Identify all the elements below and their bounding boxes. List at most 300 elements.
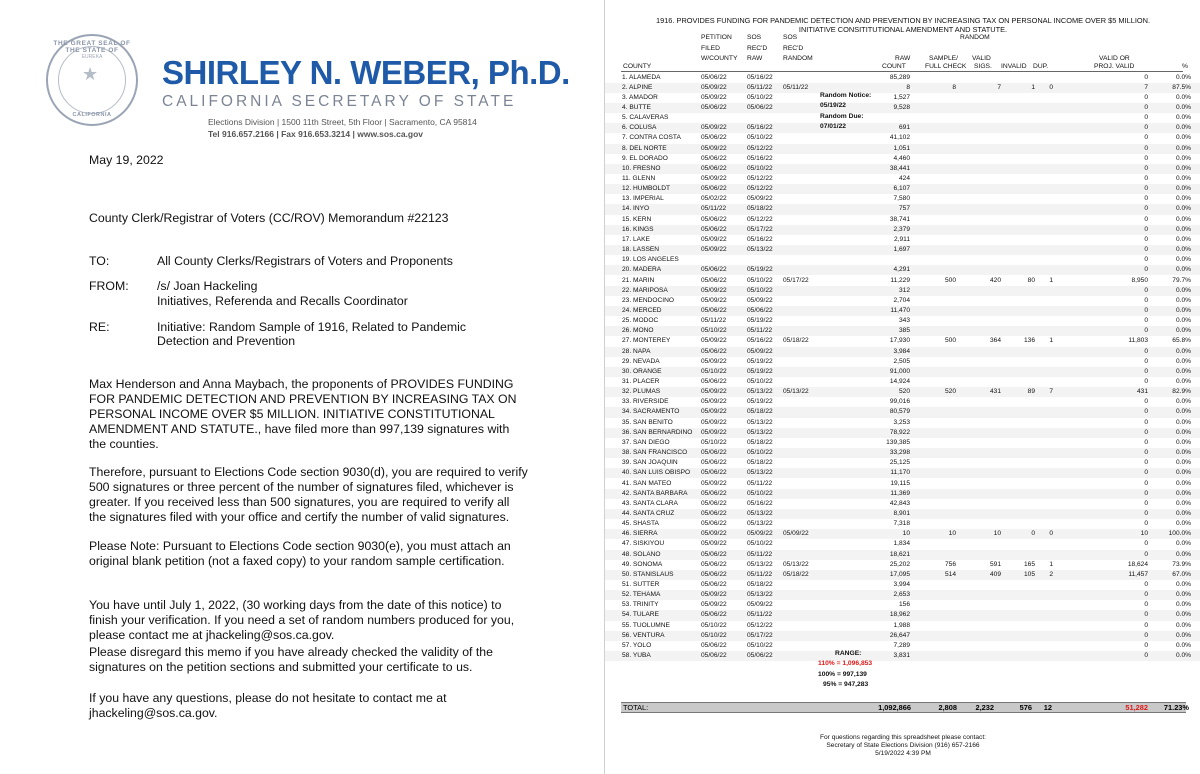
projected-valid-cell: 0 — [1144, 93, 1148, 101]
table-row — [605, 651, 1200, 661]
percent-cell: 0.0% — [1175, 469, 1191, 477]
raw-count-cell: 91,000 — [889, 367, 910, 375]
raw-count-cell: 38,741 — [889, 215, 910, 223]
sos-received-raw-cell: 05/12/22 — [747, 185, 773, 193]
table-row — [605, 428, 1200, 438]
county-cell: 14. INYO — [622, 205, 650, 213]
header-dup: DUP. — [1033, 63, 1049, 70]
header-county: COUNTY — [623, 63, 652, 70]
projected-valid-cell: 0 — [1144, 306, 1148, 314]
projected-valid-cell: 0 — [1144, 175, 1148, 182]
county-cell: 15. KERN — [622, 215, 652, 223]
duplicate-cell: 0 — [1049, 530, 1053, 538]
raw-count-cell: 17,930 — [889, 337, 910, 345]
projected-valid-cell: 0 — [1144, 520, 1148, 528]
sos-received-raw-cell: 05/06/22 — [747, 306, 773, 314]
county-cell: 6. COLUSA — [622, 124, 657, 132]
percent-cell: 82.9% — [1172, 388, 1191, 396]
county-cell: 48. SOLANO — [622, 550, 661, 558]
sos-received-raw-cell: 05/10/22 — [747, 286, 773, 294]
memo-page — [0, 0, 598, 774]
petition-filed-cell: 05/10/22 — [701, 631, 727, 639]
table-row — [605, 367, 1200, 377]
percent-cell: 0.0% — [1175, 581, 1191, 588]
county-cell: 36. SAN BERNARDINO — [622, 428, 693, 436]
petition-filed-cell: 05/11/22 — [701, 205, 727, 213]
county-cell: 51. SUTTER — [622, 581, 660, 588]
projected-valid-cell: 0 — [1144, 509, 1148, 517]
table-row — [605, 397, 1200, 407]
percent-cell: 0.0% — [1175, 621, 1191, 629]
table-row — [605, 438, 1200, 448]
percent-cell: 0.0% — [1175, 114, 1191, 122]
petition-filed-cell: 05/09/22 — [701, 479, 727, 487]
projected-valid-cell: 18,624 — [1127, 560, 1148, 568]
county-cell: 8. DEL NORTE — [622, 144, 667, 152]
projected-valid-cell: 0 — [1144, 154, 1148, 162]
percent-cell: 0.0% — [1175, 154, 1191, 162]
petition-filed-cell: 05/06/22 — [701, 164, 727, 172]
percent-cell: 0.0% — [1175, 266, 1191, 274]
full-check-cell: 514 — [944, 570, 956, 578]
petition-filed-cell: 05/09/22 — [701, 124, 727, 132]
county-cell: 12. HUMBOLDT — [622, 185, 670, 193]
table-row — [605, 144, 1200, 154]
percent-cell: 0.0% — [1175, 540, 1191, 548]
california-seal-logo — [46, 34, 138, 126]
percent-cell: 0.0% — [1175, 398, 1191, 406]
raw-count-cell: 11,470 — [890, 306, 910, 314]
county-cell: 33. RIVERSIDE — [622, 398, 669, 406]
raw-count-cell: 80,579 — [889, 408, 910, 416]
county-cell: 41. SAN MATEO — [622, 479, 672, 487]
projected-valid-cell: 0 — [1144, 611, 1148, 619]
percent-cell: 0.0% — [1175, 246, 1191, 254]
petition-filed-cell: 05/09/22 — [701, 418, 727, 426]
raw-count-cell: 11,369 — [890, 489, 910, 497]
sos-received-raw-cell: 05/13/22 — [747, 509, 773, 517]
percent-cell: 0.0% — [1175, 601, 1191, 609]
county-cell: 3. AMADOR — [622, 93, 658, 101]
contact-line: Tel 916.657.2166 | Fax 916.653.3214 | www.sos.ca.gov — [208, 129, 424, 139]
table-row — [605, 184, 1200, 194]
sos-received-random-cell: 05/13/22 — [783, 560, 809, 568]
duplicate-cell: 0 — [1049, 83, 1053, 91]
projected-valid-cell: 0 — [1144, 418, 1148, 426]
sos-received-raw-cell: 05/12/22 — [747, 144, 773, 152]
sos-received-raw-cell: 05/11/22 — [747, 550, 773, 558]
percent-cell: 0.0% — [1175, 164, 1191, 172]
raw-count-cell: 18,962 — [889, 611, 910, 619]
raw-count-cell: 11,229 — [890, 276, 910, 284]
paragraph-requirements: Therefore, pursuant to Elections Code section 9030(d), you are required to verify 500 signatures or three percent of the number of signatures filed, whichever is greater. If you received less than 500 signatures, you are required to verify all the signatures filed with your office and certify the number of valid signatures. — [89, 465, 528, 524]
petition-filed-cell: 05/09/22 — [701, 591, 727, 599]
petition-filed-cell: 05/06/22 — [701, 560, 727, 568]
raw-count-cell: 7,318 — [893, 520, 910, 528]
county-cell: 56. VENTURA — [622, 631, 665, 639]
county-cell: 34. SACRAMENTO — [622, 408, 680, 416]
sos-received-raw-cell: 05/13/22 — [747, 418, 773, 426]
sos-received-raw-cell: 05/10/22 — [747, 378, 773, 385]
county-cell: 37. SAN DIEGO — [622, 438, 670, 446]
raw-count-cell: 85,289 — [889, 73, 910, 81]
totals-row — [621, 702, 1189, 713]
sos-received-raw-cell: 05/12/22 — [747, 621, 773, 629]
county-cell: 40. SAN LUIS OBISPO — [622, 469, 691, 477]
raw-count-cell: 18,621 — [889, 550, 910, 558]
projected-valid-cell: 0 — [1144, 225, 1148, 233]
header-proj-valid: PROJ. VALID — [1094, 63, 1135, 70]
raw-count-cell: 1,988 — [893, 621, 910, 629]
projected-valid-cell: 0 — [1144, 205, 1148, 213]
petition-filed-cell: 05/10/22 — [701, 367, 727, 375]
sos-received-raw-cell: 05/09/22 — [747, 195, 773, 203]
county-cell: 2. ALPINE — [622, 83, 653, 91]
projected-valid-cell: 0 — [1144, 367, 1148, 375]
header-random-group: RANDOM — [960, 34, 990, 41]
table-row — [605, 550, 1200, 560]
footer-timestamp: 5/19/2022 4:39 PM — [875, 750, 931, 757]
petition-filed-cell: 05/09/22 — [701, 601, 727, 609]
petition-filed-cell: 05/10/22 — [701, 438, 727, 446]
projected-valid-cell: 0 — [1144, 246, 1148, 254]
petition-filed-cell: 05/11/22 — [701, 317, 727, 325]
percent-cell: 0.0% — [1175, 357, 1191, 365]
county-cell: 18. LASSEN — [622, 246, 660, 254]
totals-proj-valid: 51,282 — [1125, 703, 1148, 712]
sos-received-raw-cell: 05/18/22 — [747, 459, 773, 467]
table-row — [605, 560, 1200, 570]
header-valid-or: VALID OR — [1099, 54, 1130, 62]
projected-valid-cell: 0 — [1144, 235, 1148, 243]
from-label: FROM: — [89, 279, 129, 293]
county-cell: 58. YUBA — [622, 652, 651, 660]
petition-filed-cell: 05/09/22 — [701, 388, 727, 396]
raw-count-cell: 2,379 — [893, 225, 910, 233]
percent-cell: 0.0% — [1175, 408, 1191, 416]
percent-cell: 0.0% — [1175, 256, 1191, 264]
header-full-check: FULL CHECK — [925, 63, 967, 70]
county-cell: 50. STANISLAUS — [622, 570, 674, 578]
sos-received-raw-cell: 05/16/22 — [747, 499, 773, 507]
table-row — [605, 326, 1200, 336]
sos-received-raw-cell: 05/10/22 — [747, 134, 773, 142]
paragraph-deadline: You have until July 1, 2022, (30 working days from the date of this notice) to finish your verification. If you need a set of random numbers produced for you, please contact me at jhackeling@sos.ca.gov. — [89, 598, 515, 642]
petition-filed-cell: 05/06/22 — [701, 215, 727, 223]
projected-valid-cell: 0 — [1144, 144, 1148, 152]
table-row — [605, 164, 1200, 174]
raw-count-cell: 520 — [898, 388, 910, 396]
county-cell: 44. SANTA CRUZ — [622, 509, 675, 517]
valid-sigs-cell: 409 — [989, 570, 1001, 578]
petition-filed-cell: 05/06/22 — [701, 266, 727, 274]
projected-valid-cell: 0 — [1144, 631, 1148, 639]
raw-count-cell: 2,911 — [893, 235, 910, 243]
sos-received-raw-cell: 05/10/22 — [747, 489, 773, 497]
percent-cell: 0.0% — [1175, 489, 1191, 497]
raw-count-cell: 11,170 — [890, 469, 910, 477]
raw-count-cell: 4,460 — [893, 154, 910, 162]
percent-cell: 0.0% — [1175, 652, 1191, 660]
valid-sigs-cell: 7 — [997, 83, 1001, 91]
county-cell: 5. CALAVERAS — [622, 114, 669, 122]
county-cell: 47. SISKIYOU — [622, 540, 665, 548]
sos-received-raw-cell: 05/13/22 — [747, 520, 773, 528]
petition-filed-cell: 05/10/22 — [701, 621, 727, 629]
valid-sigs-cell: 591 — [989, 560, 1001, 568]
raw-count-cell: 385 — [898, 327, 910, 335]
projected-valid-cell: 0 — [1144, 540, 1148, 548]
projected-valid-cell: 0 — [1144, 449, 1148, 457]
sos-received-raw-cell: 05/19/22 — [747, 398, 773, 406]
percent-cell: 0.0% — [1175, 367, 1191, 375]
re-subject-line-1: Initiative: Random Sample of 1916, Related to Pandemic — [157, 320, 466, 334]
header-raw-1: RAW — [747, 54, 763, 62]
petition-filed-cell: 05/09/22 — [701, 246, 727, 254]
sos-received-random-cell: 05/09/22 — [783, 530, 809, 538]
valid-sigs-cell: 420 — [989, 276, 1001, 284]
raw-count-cell: 691 — [898, 124, 910, 132]
paragraph-disregard: Please disregard this memo if you have already checked the validity of the signatures on the petition sections and submitted your certificate to us. — [89, 645, 493, 674]
raw-count-cell: 14,924 — [889, 378, 910, 385]
seal-top-text: THE GREAT SEAL OF THE STATE OF — [53, 40, 131, 54]
to-value: All County Clerks/Registrars of Voters and Proponents — [157, 254, 453, 268]
county-cell: 42. SANTA BARBARA — [622, 489, 688, 497]
petition-filed-cell: 05/09/22 — [701, 296, 727, 304]
raw-count-cell: 3,984 — [893, 347, 910, 355]
table-row — [605, 590, 1200, 600]
address-line: Elections Division | 1500 11th Street, 5th Floor | Sacramento, CA 95814 — [208, 117, 477, 127]
star-icon: ★ — [82, 64, 99, 84]
county-cell: 38. SAN FRANCISCO — [622, 449, 688, 457]
percent-cell: 0.0% — [1175, 225, 1191, 233]
petition-filed-cell: 05/06/22 — [701, 73, 727, 81]
petition-filed-cell: 05/09/22 — [701, 408, 727, 416]
county-cell: 57. YOLO — [622, 641, 652, 649]
raw-count-cell: 424 — [898, 175, 910, 182]
raw-count-cell: 3,994 — [893, 581, 910, 588]
county-cell: 26. MONO — [622, 327, 654, 335]
petition-filed-cell: 05/06/22 — [701, 469, 727, 477]
projected-valid-cell: 7 — [1144, 83, 1148, 91]
invalid-cell: 165 — [1023, 560, 1035, 568]
table-row — [605, 265, 1200, 275]
percent-cell: 0.0% — [1175, 235, 1191, 243]
petition-filed-cell: 05/09/22 — [701, 428, 727, 436]
sos-received-raw-cell: 05/13/22 — [747, 469, 773, 477]
sos-received-raw-cell: 05/16/22 — [747, 124, 773, 132]
sos-received-raw-cell: 05/16/22 — [747, 73, 773, 81]
raw-count-cell: 8 — [906, 83, 910, 91]
percent-cell: 0.0% — [1175, 73, 1191, 81]
raw-count-cell: 17,095 — [889, 570, 910, 578]
totals-percent: 71.23% — [1163, 703, 1189, 712]
projected-valid-cell: 0 — [1144, 641, 1148, 649]
sos-received-raw-cell: 05/17/22 — [747, 631, 773, 639]
raw-count-cell: 3,253 — [893, 418, 910, 426]
county-cell: 20. MADERA — [622, 266, 662, 274]
sos-received-raw-cell: 05/09/22 — [747, 347, 773, 355]
raw-count-cell: 25,202 — [889, 560, 910, 568]
header-invalid: INVALID — [1001, 63, 1027, 70]
percent-cell: 0.0% — [1175, 144, 1191, 152]
sos-received-raw-cell: 05/18/22 — [747, 205, 773, 213]
sos-received-random-cell: 05/18/22 — [783, 337, 809, 345]
percent-cell: 0.0% — [1175, 134, 1191, 142]
percent-cell: 0.0% — [1175, 185, 1191, 193]
county-cell: 53. TRINITY — [622, 601, 659, 609]
petition-filed-cell: 05/06/22 — [701, 509, 727, 517]
projected-valid-cell: 0 — [1144, 398, 1148, 406]
petition-filed-cell: 05/06/22 — [701, 103, 727, 111]
footer-division-line: Secretary of State Elections Division (916) 657-2166 — [826, 742, 980, 749]
county-cell: 43. SANTA CLARA — [622, 499, 678, 507]
duplicate-cell: 1 — [1049, 337, 1053, 345]
table-row — [605, 418, 1200, 428]
county-cell: 17. LAKE — [622, 235, 650, 243]
county-cell: 9. EL DORADO — [622, 154, 668, 162]
header-sos-2: SOS — [783, 34, 798, 41]
percent-cell: 73.9% — [1172, 560, 1191, 568]
table-row — [605, 631, 1200, 641]
table-row — [605, 458, 1200, 468]
table-row — [605, 296, 1200, 306]
sos-received-raw-cell: 05/12/22 — [747, 215, 773, 223]
table-row — [605, 286, 1200, 296]
author-name: SHIRLEY N. WEBER, Ph.D. — [162, 54, 570, 91]
petition-filed-cell: 05/06/22 — [701, 225, 727, 233]
raw-count-cell: 26,647 — [889, 631, 910, 639]
sos-received-raw-cell: 05/16/22 — [747, 154, 773, 162]
percent-cell: 0.0% — [1175, 124, 1191, 132]
raw-count-cell: 25,125 — [889, 459, 910, 467]
percent-cell: 0.0% — [1175, 438, 1191, 446]
full-check-cell: 500 — [944, 337, 956, 345]
raw-count-cell: 312 — [898, 286, 910, 294]
seal-motto: EUREKA — [81, 54, 103, 60]
range-100: 100% = 997,139 — [818, 671, 867, 678]
table-row — [605, 570, 1200, 580]
projected-valid-cell: 0 — [1144, 103, 1148, 111]
county-cell: 39. SAN JOAQUIN — [622, 459, 678, 467]
projected-valid-cell: 0 — [1144, 195, 1148, 203]
percent-cell: 0.0% — [1175, 205, 1191, 213]
petition-filed-cell: 05/06/22 — [701, 489, 727, 497]
county-cell: 19. LOS ANGELES — [622, 256, 679, 264]
range-label: RANGE: — [835, 650, 862, 657]
projected-valid-cell: 0 — [1144, 215, 1148, 223]
percent-cell: 0.0% — [1175, 378, 1191, 385]
projected-valid-cell: 0 — [1144, 134, 1148, 142]
petition-filed-cell: 05/06/22 — [701, 306, 727, 314]
table-row — [605, 539, 1200, 549]
table-row — [605, 174, 1200, 184]
raw-count-cell: 2,653 — [893, 591, 910, 599]
projected-valid-cell: 0 — [1144, 408, 1148, 416]
county-cell: 1. ALAMEDA — [622, 73, 661, 81]
full-check-cell: 500 — [944, 276, 956, 284]
invalid-cell: 80 — [1027, 276, 1035, 284]
table-row — [605, 357, 1200, 367]
petition-filed-cell: 05/06/22 — [701, 347, 727, 355]
sos-received-random-cell: 05/13/22 — [783, 388, 809, 396]
petition-filed-cell: 05/09/22 — [701, 530, 727, 538]
table-row — [605, 83, 1200, 93]
header-count: COUNT — [882, 63, 906, 70]
table-row — [605, 347, 1200, 357]
raw-count-cell: 3,831 — [893, 652, 910, 660]
totals-dup: 12 — [1043, 703, 1052, 712]
raw-count-cell: 7,289 — [893, 641, 910, 649]
table-row — [605, 215, 1200, 225]
sos-received-raw-cell: 05/10/22 — [747, 449, 773, 457]
petition-filed-cell: 05/06/22 — [701, 550, 727, 558]
percent-cell: 0.0% — [1175, 195, 1191, 203]
random-notice-label: Random Notice: — [820, 92, 872, 99]
percent-cell: 0.0% — [1175, 306, 1191, 314]
table-row — [605, 621, 1200, 631]
county-cell: 52. TEHAMA — [622, 591, 661, 599]
raw-count-cell: 99,016 — [889, 398, 910, 406]
raw-count-cell: 7,580 — [893, 195, 910, 203]
header-filed: FILED — [701, 45, 720, 52]
petition-filed-cell: 05/09/22 — [701, 540, 727, 548]
sos-received-raw-cell: 05/10/22 — [747, 93, 773, 101]
projected-valid-cell: 0 — [1144, 73, 1148, 81]
county-cell: 54. TULARE — [622, 611, 659, 619]
sos-received-raw-cell: 05/19/22 — [747, 367, 773, 375]
projected-valid-cell: 0 — [1144, 185, 1148, 193]
duplicate-cell: 1 — [1049, 560, 1053, 568]
county-cell: 21. MARIN — [622, 276, 655, 284]
raw-count-cell: 38,441 — [889, 164, 910, 172]
petition-filed-cell: 05/06/22 — [701, 611, 727, 619]
projected-valid-cell: 0 — [1144, 601, 1148, 609]
projected-valid-cell: 0 — [1144, 296, 1148, 304]
projected-valid-cell: 0 — [1144, 499, 1148, 507]
footer-contact-line: For questions regarding this spreadsheet please contact: — [819, 734, 987, 741]
county-cell: 30. ORANGE — [622, 367, 662, 375]
petition-filed-cell: 05/09/22 — [701, 398, 727, 406]
county-cell: 4. BUTTE — [622, 103, 651, 111]
sos-received-raw-cell: 05/19/22 — [747, 317, 773, 325]
percent-cell: 0.0% — [1175, 93, 1191, 101]
county-cell: 10. FRESNO — [622, 164, 661, 172]
percent-cell: 87.5% — [1172, 83, 1191, 91]
petition-filed-cell: 05/06/22 — [701, 652, 727, 660]
range-95: 95% = 947,283 — [823, 681, 869, 688]
header-sigs: SIGS. — [974, 63, 992, 70]
county-cell: 32. PLUMAS — [622, 388, 661, 396]
petition-filed-cell: 05/09/22 — [701, 286, 727, 294]
petition-filed-cell: 05/10/22 — [701, 327, 727, 335]
full-check-cell: 10 — [948, 530, 956, 538]
sos-received-raw-cell: 05/09/22 — [747, 530, 773, 538]
percent-cell: 67.0% — [1172, 570, 1191, 578]
table-row — [605, 113, 1200, 123]
sos-received-raw-cell: 05/13/22 — [747, 591, 773, 599]
header-valid: VALID — [972, 54, 991, 62]
sos-received-raw-cell: 05/18/22 — [747, 408, 773, 416]
petition-filed-cell: 05/09/22 — [701, 144, 727, 152]
re-subject-line-2: Detection and Prevention — [157, 334, 296, 348]
sheet-title-line-2: INITIATIVE CONSITITUTIONAL AMENDMENT AND STATUTE. — [798, 24, 1008, 34]
petition-filed-cell: 05/09/22 — [701, 175, 727, 182]
sos-received-raw-cell: 05/11/22 — [747, 327, 773, 335]
from-signature: /s/ Joan Hackeling — [157, 279, 258, 293]
table-row — [605, 255, 1200, 265]
header-w-county: W/COUNTY — [701, 54, 738, 62]
